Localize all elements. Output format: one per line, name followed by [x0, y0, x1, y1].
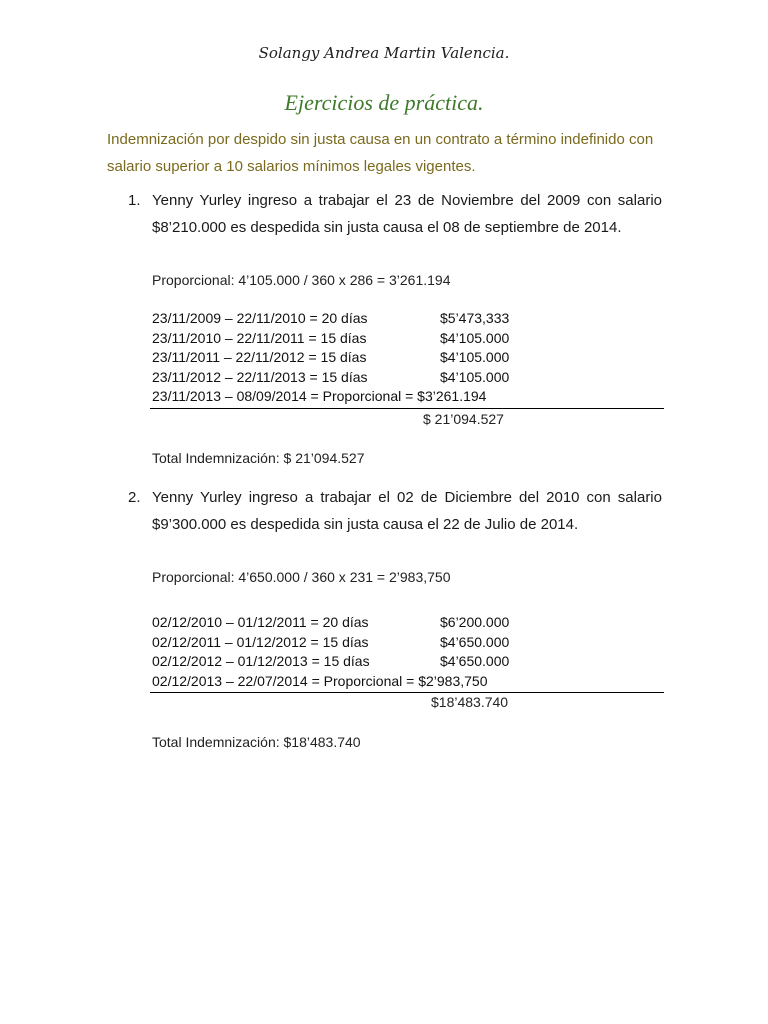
period-table [152, 613, 664, 691]
exercise-line-1: Yenny Yurley ingreso a trabajar el 23 de Noviembre del 2009 con salario [152, 192, 662, 209]
period-label: 23/11/2013 – 08/09/2014 = Proporcional = $3’261.194 [152, 388, 487, 404]
intro-paragraph: Indemnización por despido sin justa causa en un contrato a término indefinido con salario superior a 10 salarios mínimos legales vigentes. [107, 131, 654, 175]
total-indemnization: Total Indemnización: $18’483.740 [152, 734, 361, 750]
proportional-calculation: Proporcional: 4’650.000 / 360 x 231 = 2’983,750 [152, 569, 451, 585]
subtotal: $18’483.740 [431, 694, 509, 710]
period-amount: $4’105.000 [440, 329, 510, 346]
period-label: 02/12/2010 – 01/12/2011 = 20 días [152, 614, 369, 630]
table-row [152, 348, 664, 368]
table-row [152, 368, 664, 388]
sum-divider [150, 692, 664, 693]
period-label: 23/11/2011 – 22/11/2012 = 15 días [152, 349, 367, 365]
proportional-calculation: Proporcional: 4’105.000 / 360 x 286 = 3’261.194 [152, 272, 451, 288]
total-indemnization: Total Indemnización: $ 21’094.527 [152, 450, 365, 466]
sum-divider [150, 408, 664, 409]
table-row [152, 652, 664, 672]
period-label: 02/12/2012 – 01/12/2013 = 15 días [152, 653, 370, 669]
subtotal: $ 21’094.527 [423, 411, 504, 427]
exercise-number: 1. [128, 192, 141, 209]
exercise-number: 2. [128, 489, 141, 506]
exercise-line-1: Yenny Yurley ingreso a trabajar el 02 de Diciembre del 2010 con salario [152, 489, 662, 506]
period-amount: $4’650.000 [440, 653, 510, 669]
period-label: 02/12/2013 – 22/07/2014 = Proporcional = $2’983,750 [152, 672, 488, 689]
exercise-line-2: $9’300.000 es despedida sin justa causa el 22 de Julio de 2014. [152, 516, 579, 533]
table-row [152, 329, 664, 349]
period-amount: $5’473,333 [440, 310, 510, 326]
period-label: 02/12/2011 – 01/12/2012 = 15 días [152, 633, 369, 650]
period-table [152, 309, 664, 407]
period-label: 23/11/2009 – 22/11/2010 = 20 días [152, 310, 368, 326]
document-title: Ejercicios de práctica. [284, 90, 484, 115]
period-amount: $4’105.000 [440, 368, 510, 385]
period-amount: $4’105.000 [440, 349, 510, 365]
period-label: 23/11/2012 – 22/11/2013 = 15 días [152, 368, 368, 385]
table-row [152, 633, 664, 653]
table-row [152, 309, 664, 329]
period-amount: $6’200.000 [440, 614, 510, 630]
author-name: Solangy Andrea Martin Valencia. [258, 44, 510, 62]
period-label: 23/11/2010 – 22/11/2011 = 15 días [152, 329, 367, 346]
table-row [152, 613, 664, 633]
period-amount: $4’650.000 [440, 633, 510, 650]
table-row [152, 672, 664, 692]
exercise-line-2: $8’210.000 es despedida sin justa causa el 08 de septiembre de 2014. [152, 219, 622, 236]
table-row [152, 387, 664, 407]
